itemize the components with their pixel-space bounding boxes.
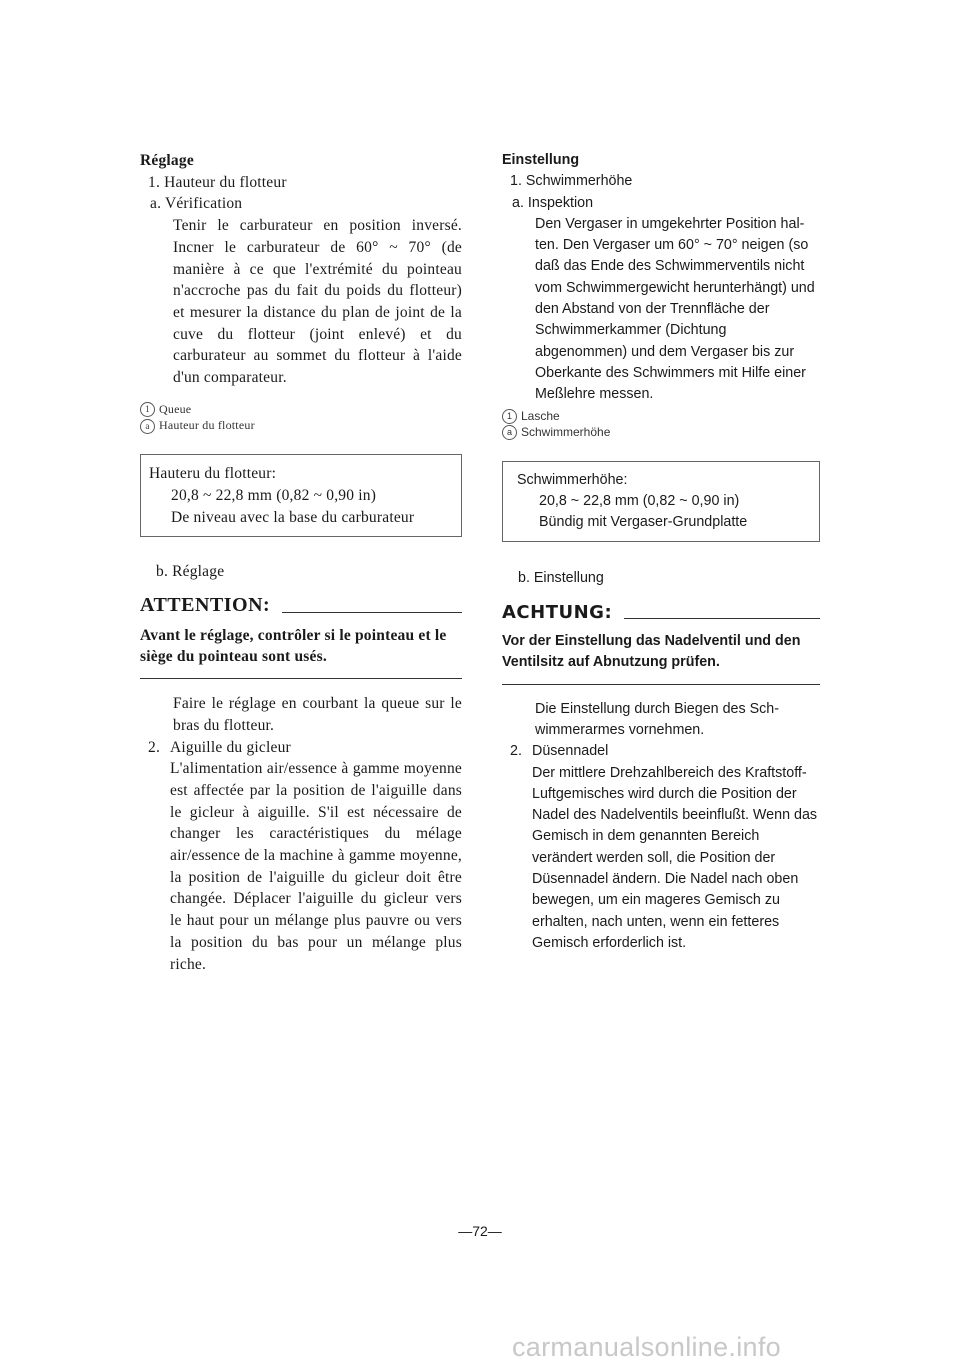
sub-a-heading: a. Vérification [150,195,243,213]
inspection-paragraph: Den Vergaser in umgekehrter Position halten. Den Vergaser um 60° ~ 70° neigen (so daß das Ende des Schwimmerventils nicht vom Schwimmergewicht herunterhängt) und den Abstand von der Trennfläche der Schwimmerkammer (Dichtung abgenommen) und dem Vergaser bis zur Oberkante des Schwimmers mit Hilfe einer Meßlehre messen. [535,215,815,403]
attention-rule [282,612,462,613]
adjustment-paragraph: Die Einstellung durch Biegen des Schwimmerarmes vornehmen. [535,700,779,738]
sub-b-heading: b. Einstellung [518,570,604,587]
adjustment-paragraph: Faire le réglage en courbant la queue sur le bras du flotteur. [173,695,462,734]
section-title: Einstellung [502,152,580,168]
item-1-heading: 1. Hauteur du flotteur [148,173,287,191]
sub-a-heading: a. Inspektion [512,194,594,211]
spec-box [502,461,820,543]
sub-b-heading: b. Réglage [156,563,225,581]
captions [502,408,820,441]
item-2-body [532,741,820,954]
page-number: —72— [458,1223,502,1239]
item-2-number: 2. [510,743,522,760]
item-2-title: Aiguille du gicleur [170,738,291,756]
item-2-text: L'alimentation air/essence à gamme moyenne est affectée par la position de l'aiguille dans le gicleur à aiguille. S'il est nécessaire de changer les caractéristiques du mélage air/essence de la machine à gamme moyenne, la position de l'aiguille du gicleur doit être changée. Déplacer l'aiguille du gicleur vers le haut pour un mélange plus pauvre ou vers la position du bas pour un mélange plus riche. [170,760,462,973]
watermark: carmanualsonline.info [512,1332,781,1362]
caption-a-text: Hauteur du flotteur [159,418,255,433]
caption-a [502,424,820,441]
circled-a-icon: a [502,425,517,440]
attention-heading [140,595,462,617]
caption-1 [502,408,820,425]
item-2-text: Der mittlere Drehzahlbereich des Kraftstoff-Luftgemisches wird durch die Position der Nadel des Nadelventils beeinflußt. Wenn das Gemisch in dem genannten Bereich verändert werden soll, die Position der Düsennadel ändern. Die Nadel nach oben bewegen, um ein mageres Gemisch zu erhalten, nach unten, wenn ein fetteres Gemisch erforderlich ist. [532,764,818,951]
attention-word: ACHTUNG: [502,601,613,623]
attention-rule [624,618,820,619]
caption-1-text: Lasche [521,408,560,423]
circled-a-icon: a [140,419,155,434]
french-column [140,150,462,975]
inspection-paragraph: Tenir le carburateur en position inversé. Incner le carburateur de 60° ~ 70° (de manière à ce que l'extrémité du pointeau n'accroche pas du fait du poids du flotteur) et mesurer la distance du plan de joint de la cuve du flotteur (joint enlevé) et du carburateur au sommet du flotteur à l'aide d'un comparateur. [173,217,462,387]
spec-title: Hauteru du flotteur: [149,465,277,483]
caption-a [140,417,462,434]
circled-1-icon: 1 [502,409,517,424]
item-1-heading: 1. Schwimmerhöhe [510,173,633,190]
item-2-number: 2. [148,738,161,756]
spec-value: 20,8 ~ 22,8 mm (0,82 ~ 0,90 in) [539,492,740,509]
captions [140,401,462,435]
spec-title: Schwimmerhöhe: [517,471,628,488]
spec-value: 20,8 ~ 22,8 mm (0,82 ~ 0,90 in) [171,486,377,504]
warning-text: Avant le réglage, contrôler si le pointeau et le siège du pointeau sont usés. [140,625,462,679]
caption-1-text: Queue [159,401,192,416]
section-title: Réglage [140,152,194,169]
item-2 [502,741,820,954]
warning-text: Vor der Einstellung das Nadelventil und den Ventilsitz auf Abnutzung prüfen. [502,631,820,685]
attention-heading [502,602,820,623]
spec-note: Bündig mit Vergaser-Grundplatte [539,514,748,531]
attention-word: ATTENTION: [140,594,271,617]
german-column [502,150,820,954]
item-2 [140,737,462,976]
spec-box [140,454,462,537]
caption-a-text: Schwimmerhöhe [521,425,611,440]
item-2-title: Düsennadel [532,743,609,760]
spec-note: De niveau avec la base du carburateur [171,508,415,526]
caption-1 [140,401,462,418]
item-2-body [170,737,462,976]
circled-1-icon: 1 [140,402,155,417]
